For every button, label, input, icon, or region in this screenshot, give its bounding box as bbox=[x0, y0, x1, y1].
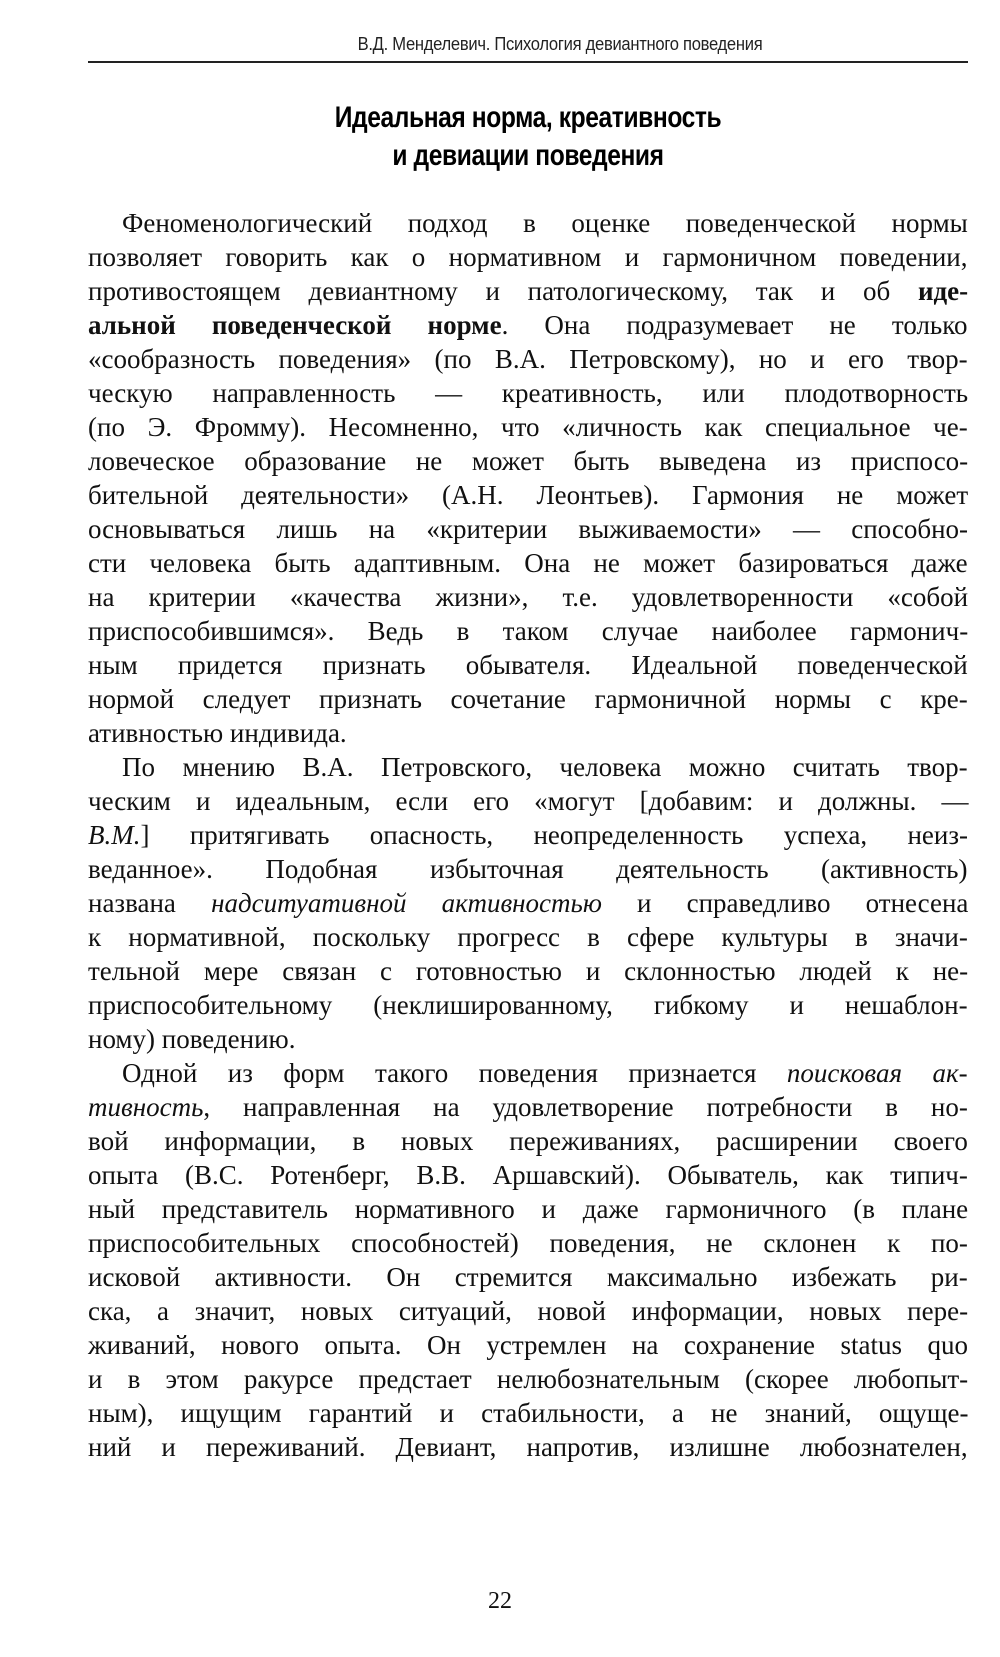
text-line: исковой активности. Он стремится максимально избежать ри- bbox=[88, 1262, 968, 1292]
text-line: Одной из форм такого поведения признается поисковая ак- bbox=[122, 1058, 968, 1088]
text-line: тельной мере связан с готовностью и склонностью людей к не- bbox=[88, 956, 969, 986]
text-line: тивность, направленная на удовлетворение потребности в но- bbox=[88, 1092, 968, 1122]
text-line: вой информации, в новых переживаниях, расширении своего bbox=[88, 1126, 968, 1156]
text-line: приспособительному (неклишированному, гибкому и нешаблон- bbox=[88, 990, 968, 1020]
text-line: Феноменологический подход в оценке поведенческой нормы bbox=[122, 208, 968, 238]
text-line: В.М.] притягивать опасность, неопределенность успеха, неиз- bbox=[88, 820, 969, 850]
italic-term: надситуативной активностью bbox=[211, 888, 602, 918]
text-line: ному) поведению. bbox=[88, 1024, 296, 1054]
header-rule bbox=[88, 61, 968, 63]
text-line: ативностью индивида. bbox=[88, 718, 347, 748]
text-line: основываться лишь на «критерии выживаемости» — способно- bbox=[88, 514, 969, 544]
text-line: противостоящем девиантному и патологическому, так и об иде- bbox=[88, 276, 969, 306]
text-line: названа надситуативной активностью и справедливо отнесена bbox=[88, 888, 969, 918]
running-header: В.Д. Менделевич. Психология девиантного поведения bbox=[357, 34, 763, 54]
text-line: нормой следует признать сочетание гармоничной нормы с кре- bbox=[88, 684, 968, 714]
text-line: живаний, нового опыта. Он устремлен на сохранение status quo bbox=[88, 1330, 969, 1360]
page-number: 22 bbox=[488, 1588, 512, 1614]
section-title-line-2: и девиации поведения bbox=[392, 139, 664, 172]
text-line: ным придется признать обывателя. Идеальной поведенческой bbox=[88, 650, 968, 680]
text-line: сти человека быть адаптивным. Она не может базироваться даже bbox=[88, 548, 968, 578]
text-line: на критерии «качества жизни», т.е. удовлетворенности «собой bbox=[88, 582, 969, 612]
text-line: к нормативной, поскольку прогресс в сфере культуры в значи- bbox=[88, 922, 968, 952]
italic-term: поисковая ак- bbox=[786, 1058, 968, 1088]
text-line: ческую направленность — креативность, или плодотворность bbox=[88, 378, 969, 408]
text-line: ловеческое образование не может быть выведена из приспосо- bbox=[88, 446, 969, 476]
text-line: ный представитель нормативного и даже гармоничного (в плане bbox=[88, 1194, 969, 1224]
text-line: ным), ищущим гарантий и стабильности, а не знаний, ощуще- bbox=[88, 1398, 969, 1428]
italic-term: тивность bbox=[88, 1092, 204, 1122]
text-line: приспособительных способностей) поведения, не склонен к по- bbox=[88, 1228, 968, 1258]
text-line: По мнению В.А. Петровского, человека можно считать твор- bbox=[122, 752, 968, 782]
bold-term: альной поведенческой норме bbox=[88, 310, 502, 340]
text-line: (по Э. Фромму). Несомненно, что «личность как специальное че- bbox=[88, 412, 968, 442]
italic-term: В.М. bbox=[88, 820, 141, 850]
text-line: ний и переживаний. Девиант, напротив, излишне любознателен, bbox=[88, 1432, 968, 1462]
text-line: опыта (В.С. Ротенберг, В.В. Аршавский). Обыватель, как типич- bbox=[88, 1160, 968, 1190]
text-line: позволяет говорить как о нормативном и гармоничном поведении, bbox=[88, 242, 968, 272]
body-text bbox=[88, 206, 968, 1464]
text-line: бительной деятельности» (А.Н. Леонтьев). Гармония не может bbox=[88, 480, 969, 510]
section-title-line-1: Идеальная норма, креативность bbox=[334, 101, 722, 134]
section-title bbox=[88, 99, 968, 175]
text-line: «сообразность поведения» (по В.А. Петровскому), но и его твор- bbox=[88, 344, 968, 374]
text-line: ческим и идеальным, если его «могут [добавим: и должны. — bbox=[88, 786, 969, 816]
text-line: и в этом ракурсе предстает нелюбознательным (скорее любопыт- bbox=[88, 1364, 969, 1394]
text-line: приспособившимся». Ведь в таком случае наиболее гармонич- bbox=[88, 616, 969, 646]
bold-term: иде- bbox=[917, 276, 969, 306]
text-line: ска, а значит, новых ситуаций, новой информации, новых пере- bbox=[88, 1296, 969, 1326]
text-line: альной поведенческой норме. Она подразумевает не только bbox=[88, 310, 968, 340]
text-line: веданное». Подобная избыточная деятельность (активность) bbox=[88, 854, 968, 884]
